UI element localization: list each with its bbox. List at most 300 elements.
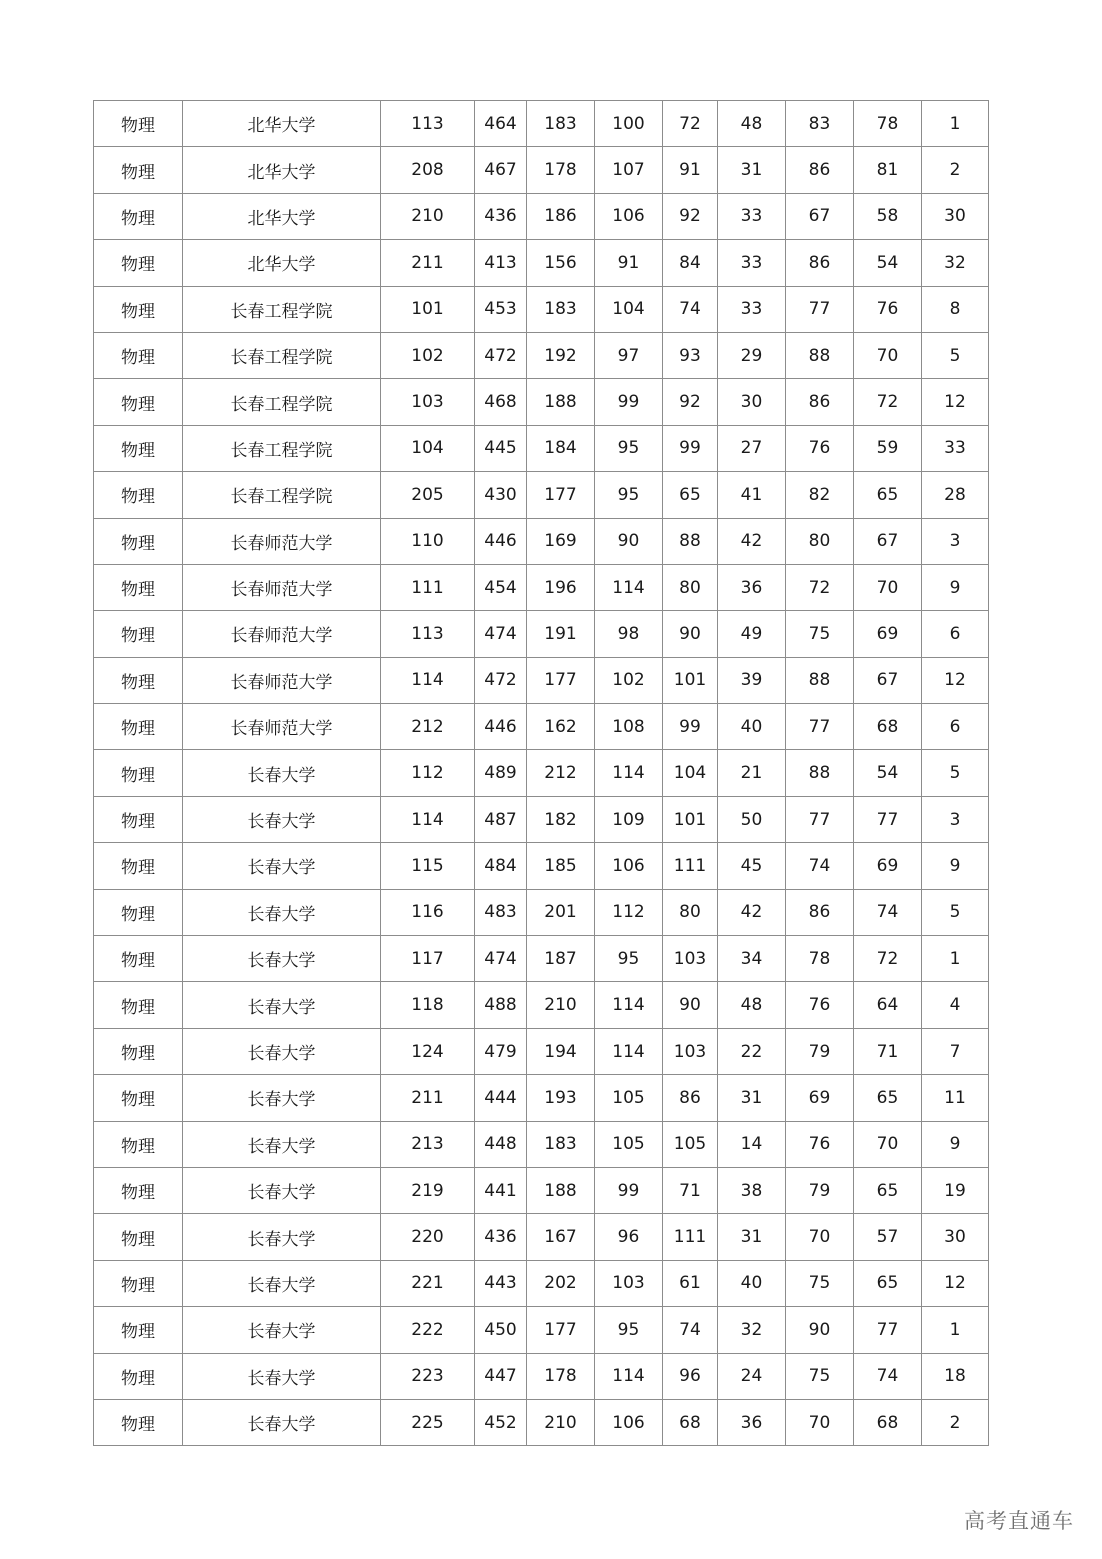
col-5-cell: 210 xyxy=(527,1399,595,1445)
col-5-cell: 192 xyxy=(527,332,595,378)
university-cell: 北华大学 xyxy=(183,147,381,193)
col-11-cell: 7 xyxy=(922,1028,989,1074)
col-11-cell: 2 xyxy=(922,147,989,193)
col-5-cell: 183 xyxy=(527,101,595,147)
col-7-cell: 84 xyxy=(663,240,718,286)
subject-cell: 物理 xyxy=(94,657,183,703)
table-row xyxy=(94,332,989,378)
university-cell: 长春大学 xyxy=(183,796,381,842)
col-7-cell: 86 xyxy=(663,1075,718,1121)
col-11-cell: 3 xyxy=(922,518,989,564)
col-8-cell: 29 xyxy=(718,332,786,378)
col-5-cell: 186 xyxy=(527,193,595,239)
subject-cell: 物理 xyxy=(94,982,183,1028)
col-9-cell: 86 xyxy=(786,147,854,193)
col-8-cell: 24 xyxy=(718,1353,786,1399)
col-7-cell: 111 xyxy=(663,1214,718,1260)
university-cell: 长春大学 xyxy=(183,750,381,796)
university-cell: 长春工程学院 xyxy=(183,379,381,425)
col-5-cell: 177 xyxy=(527,472,595,518)
subject-cell: 物理 xyxy=(94,147,183,193)
col-10-cell: 77 xyxy=(854,1307,922,1353)
subject-cell: 物理 xyxy=(94,1075,183,1121)
col-4-cell: 445 xyxy=(475,425,527,471)
col-5-cell: 185 xyxy=(527,843,595,889)
col-10-cell: 65 xyxy=(854,1260,922,1306)
col-9-cell: 76 xyxy=(786,982,854,1028)
col-6-cell: 109 xyxy=(595,796,663,842)
admission-score-table xyxy=(93,100,989,1446)
subject-cell: 物理 xyxy=(94,704,183,750)
col-6-cell: 97 xyxy=(595,332,663,378)
subject-cell: 物理 xyxy=(94,1353,183,1399)
university-cell: 长春工程学院 xyxy=(183,472,381,518)
col-6-cell: 114 xyxy=(595,1028,663,1074)
col-11-cell: 1 xyxy=(922,101,989,147)
col-9-cell: 80 xyxy=(786,518,854,564)
university-cell: 长春大学 xyxy=(183,889,381,935)
col-8-cell: 49 xyxy=(718,611,786,657)
col-5-cell: 201 xyxy=(527,889,595,935)
university-cell: 长春师范大学 xyxy=(183,611,381,657)
col-6-cell: 96 xyxy=(595,1214,663,1260)
col-4-cell: 446 xyxy=(475,704,527,750)
subject-cell: 物理 xyxy=(94,332,183,378)
major-code-cell: 225 xyxy=(381,1399,475,1445)
university-cell: 长春工程学院 xyxy=(183,425,381,471)
col-11-cell: 5 xyxy=(922,750,989,796)
subject-cell: 物理 xyxy=(94,1214,183,1260)
col-5-cell: 156 xyxy=(527,240,595,286)
col-9-cell: 75 xyxy=(786,611,854,657)
col-5-cell: 183 xyxy=(527,286,595,332)
col-7-cell: 103 xyxy=(663,936,718,982)
table-row xyxy=(94,1307,989,1353)
col-4-cell: 446 xyxy=(475,518,527,564)
col-7-cell: 80 xyxy=(663,564,718,610)
col-5-cell: 167 xyxy=(527,1214,595,1260)
col-4-cell: 430 xyxy=(475,472,527,518)
major-code-cell: 117 xyxy=(381,936,475,982)
col-7-cell: 104 xyxy=(663,750,718,796)
col-8-cell: 42 xyxy=(718,889,786,935)
col-6-cell: 95 xyxy=(595,1307,663,1353)
col-6-cell: 102 xyxy=(595,657,663,703)
col-10-cell: 65 xyxy=(854,1075,922,1121)
col-5-cell: 182 xyxy=(527,796,595,842)
col-11-cell: 2 xyxy=(922,1399,989,1445)
col-8-cell: 30 xyxy=(718,379,786,425)
university-cell: 长春大学 xyxy=(183,1121,381,1167)
col-4-cell: 452 xyxy=(475,1399,527,1445)
col-6-cell: 105 xyxy=(595,1121,663,1167)
col-9-cell: 77 xyxy=(786,286,854,332)
subject-cell: 物理 xyxy=(94,472,183,518)
col-5-cell: 188 xyxy=(527,379,595,425)
col-10-cell: 69 xyxy=(854,611,922,657)
table-row xyxy=(94,796,989,842)
col-6-cell: 103 xyxy=(595,1260,663,1306)
university-cell: 长春大学 xyxy=(183,1307,381,1353)
col-6-cell: 98 xyxy=(595,611,663,657)
col-9-cell: 79 xyxy=(786,1028,854,1074)
col-6-cell: 99 xyxy=(595,1167,663,1213)
col-9-cell: 70 xyxy=(786,1399,854,1445)
col-7-cell: 61 xyxy=(663,1260,718,1306)
col-8-cell: 31 xyxy=(718,1075,786,1121)
col-9-cell: 67 xyxy=(786,193,854,239)
col-4-cell: 448 xyxy=(475,1121,527,1167)
col-10-cell: 70 xyxy=(854,1121,922,1167)
major-code-cell: 219 xyxy=(381,1167,475,1213)
subject-cell: 物理 xyxy=(94,1307,183,1353)
col-8-cell: 34 xyxy=(718,936,786,982)
university-cell: 长春大学 xyxy=(183,936,381,982)
university-cell: 长春大学 xyxy=(183,1214,381,1260)
col-9-cell: 86 xyxy=(786,379,854,425)
col-10-cell: 58 xyxy=(854,193,922,239)
col-10-cell: 70 xyxy=(854,332,922,378)
subject-cell: 物理 xyxy=(94,611,183,657)
col-4-cell: 444 xyxy=(475,1075,527,1121)
col-8-cell: 48 xyxy=(718,982,786,1028)
col-6-cell: 107 xyxy=(595,147,663,193)
university-cell: 长春师范大学 xyxy=(183,564,381,610)
col-8-cell: 40 xyxy=(718,704,786,750)
major-code-cell: 112 xyxy=(381,750,475,796)
col-7-cell: 88 xyxy=(663,518,718,564)
col-6-cell: 95 xyxy=(595,425,663,471)
major-code-cell: 118 xyxy=(381,982,475,1028)
col-7-cell: 92 xyxy=(663,379,718,425)
table-row xyxy=(94,750,989,796)
major-code-cell: 101 xyxy=(381,286,475,332)
col-11-cell: 3 xyxy=(922,796,989,842)
col-7-cell: 103 xyxy=(663,1028,718,1074)
col-5-cell: 187 xyxy=(527,936,595,982)
col-10-cell: 74 xyxy=(854,1353,922,1399)
col-8-cell: 41 xyxy=(718,472,786,518)
col-11-cell: 30 xyxy=(922,193,989,239)
col-10-cell: 64 xyxy=(854,982,922,1028)
major-code-cell: 213 xyxy=(381,1121,475,1167)
col-8-cell: 36 xyxy=(718,564,786,610)
col-11-cell: 9 xyxy=(922,564,989,610)
university-cell: 长春大学 xyxy=(183,982,381,1028)
subject-cell: 物理 xyxy=(94,1167,183,1213)
table-row xyxy=(94,472,989,518)
university-cell: 长春师范大学 xyxy=(183,704,381,750)
col-4-cell: 450 xyxy=(475,1307,527,1353)
col-4-cell: 436 xyxy=(475,1214,527,1260)
col-6-cell: 95 xyxy=(595,936,663,982)
subject-cell: 物理 xyxy=(94,286,183,332)
university-cell: 长春工程学院 xyxy=(183,332,381,378)
table-row xyxy=(94,193,989,239)
col-7-cell: 72 xyxy=(663,101,718,147)
col-4-cell: 453 xyxy=(475,286,527,332)
col-9-cell: 90 xyxy=(786,1307,854,1353)
col-9-cell: 75 xyxy=(786,1353,854,1399)
col-11-cell: 33 xyxy=(922,425,989,471)
col-6-cell: 100 xyxy=(595,101,663,147)
university-cell: 长春大学 xyxy=(183,1075,381,1121)
subject-cell: 物理 xyxy=(94,796,183,842)
col-9-cell: 82 xyxy=(786,472,854,518)
col-11-cell: 12 xyxy=(922,379,989,425)
table-row xyxy=(94,101,989,147)
table-row xyxy=(94,657,989,703)
col-6-cell: 106 xyxy=(595,1399,663,1445)
major-code-cell: 211 xyxy=(381,1075,475,1121)
major-code-cell: 222 xyxy=(381,1307,475,1353)
col-7-cell: 111 xyxy=(663,843,718,889)
col-4-cell: 488 xyxy=(475,982,527,1028)
col-7-cell: 90 xyxy=(663,611,718,657)
university-cell: 北华大学 xyxy=(183,193,381,239)
col-6-cell: 106 xyxy=(595,843,663,889)
col-10-cell: 70 xyxy=(854,564,922,610)
col-7-cell: 90 xyxy=(663,982,718,1028)
col-10-cell: 72 xyxy=(854,379,922,425)
col-5-cell: 194 xyxy=(527,1028,595,1074)
col-6-cell: 95 xyxy=(595,472,663,518)
col-10-cell: 65 xyxy=(854,472,922,518)
university-cell: 长春师范大学 xyxy=(183,518,381,564)
university-cell: 长春大学 xyxy=(183,843,381,889)
col-4-cell: 467 xyxy=(475,147,527,193)
table-row xyxy=(94,611,989,657)
major-code-cell: 113 xyxy=(381,611,475,657)
col-4-cell: 483 xyxy=(475,889,527,935)
col-6-cell: 104 xyxy=(595,286,663,332)
university-cell: 长春师范大学 xyxy=(183,657,381,703)
table-row xyxy=(94,936,989,982)
col-11-cell: 6 xyxy=(922,704,989,750)
table-row xyxy=(94,704,989,750)
col-9-cell: 79 xyxy=(786,1167,854,1213)
col-9-cell: 83 xyxy=(786,101,854,147)
col-6-cell: 108 xyxy=(595,704,663,750)
col-4-cell: 443 xyxy=(475,1260,527,1306)
col-11-cell: 11 xyxy=(922,1075,989,1121)
university-cell: 长春工程学院 xyxy=(183,286,381,332)
subject-cell: 物理 xyxy=(94,425,183,471)
col-5-cell: 193 xyxy=(527,1075,595,1121)
col-4-cell: 468 xyxy=(475,379,527,425)
col-4-cell: 413 xyxy=(475,240,527,286)
col-11-cell: 4 xyxy=(922,982,989,1028)
table-row xyxy=(94,1399,989,1445)
col-8-cell: 36 xyxy=(718,1399,786,1445)
col-9-cell: 70 xyxy=(786,1214,854,1260)
col-10-cell: 67 xyxy=(854,518,922,564)
col-5-cell: 188 xyxy=(527,1167,595,1213)
col-7-cell: 80 xyxy=(663,889,718,935)
major-code-cell: 208 xyxy=(381,147,475,193)
col-4-cell: 472 xyxy=(475,332,527,378)
table-row xyxy=(94,889,989,935)
col-9-cell: 86 xyxy=(786,240,854,286)
subject-cell: 物理 xyxy=(94,1121,183,1167)
subject-cell: 物理 xyxy=(94,1399,183,1445)
table-row xyxy=(94,147,989,193)
col-4-cell: 487 xyxy=(475,796,527,842)
university-cell: 长春大学 xyxy=(183,1028,381,1074)
major-code-cell: 113 xyxy=(381,101,475,147)
col-9-cell: 76 xyxy=(786,1121,854,1167)
col-5-cell: 162 xyxy=(527,704,595,750)
subject-cell: 物理 xyxy=(94,889,183,935)
table-row xyxy=(94,1028,989,1074)
major-code-cell: 221 xyxy=(381,1260,475,1306)
table-body xyxy=(94,101,989,1446)
col-4-cell: 454 xyxy=(475,564,527,610)
table-row xyxy=(94,379,989,425)
col-10-cell: 74 xyxy=(854,889,922,935)
col-8-cell: 42 xyxy=(718,518,786,564)
col-4-cell: 474 xyxy=(475,611,527,657)
col-10-cell: 54 xyxy=(854,750,922,796)
major-code-cell: 210 xyxy=(381,193,475,239)
col-9-cell: 88 xyxy=(786,750,854,796)
col-7-cell: 99 xyxy=(663,425,718,471)
university-cell: 长春大学 xyxy=(183,1260,381,1306)
col-7-cell: 65 xyxy=(663,472,718,518)
col-6-cell: 99 xyxy=(595,379,663,425)
col-9-cell: 72 xyxy=(786,564,854,610)
col-9-cell: 69 xyxy=(786,1075,854,1121)
col-11-cell: 1 xyxy=(922,1307,989,1353)
university-cell: 长春大学 xyxy=(183,1399,381,1445)
major-code-cell: 103 xyxy=(381,379,475,425)
col-11-cell: 9 xyxy=(922,1121,989,1167)
subject-cell: 物理 xyxy=(94,1260,183,1306)
col-9-cell: 88 xyxy=(786,657,854,703)
col-8-cell: 33 xyxy=(718,286,786,332)
col-4-cell: 474 xyxy=(475,936,527,982)
major-code-cell: 104 xyxy=(381,425,475,471)
col-4-cell: 441 xyxy=(475,1167,527,1213)
col-11-cell: 5 xyxy=(922,332,989,378)
col-5-cell: 183 xyxy=(527,1121,595,1167)
subject-cell: 物理 xyxy=(94,240,183,286)
col-4-cell: 489 xyxy=(475,750,527,796)
col-4-cell: 447 xyxy=(475,1353,527,1399)
table-row xyxy=(94,843,989,889)
university-cell: 长春大学 xyxy=(183,1167,381,1213)
col-6-cell: 114 xyxy=(595,982,663,1028)
table-row xyxy=(94,982,989,1028)
col-7-cell: 93 xyxy=(663,332,718,378)
col-5-cell: 191 xyxy=(527,611,595,657)
subject-cell: 物理 xyxy=(94,936,183,982)
col-7-cell: 105 xyxy=(663,1121,718,1167)
col-8-cell: 38 xyxy=(718,1167,786,1213)
col-4-cell: 464 xyxy=(475,101,527,147)
table-row xyxy=(94,286,989,332)
col-11-cell: 18 xyxy=(922,1353,989,1399)
subject-cell: 物理 xyxy=(94,193,183,239)
col-4-cell: 436 xyxy=(475,193,527,239)
col-9-cell: 77 xyxy=(786,796,854,842)
col-11-cell: 6 xyxy=(922,611,989,657)
col-10-cell: 54 xyxy=(854,240,922,286)
col-10-cell: 71 xyxy=(854,1028,922,1074)
col-10-cell: 57 xyxy=(854,1214,922,1260)
major-code-cell: 114 xyxy=(381,657,475,703)
subject-cell: 物理 xyxy=(94,750,183,796)
col-5-cell: 210 xyxy=(527,982,595,1028)
col-7-cell: 71 xyxy=(663,1167,718,1213)
col-6-cell: 91 xyxy=(595,240,663,286)
col-4-cell: 472 xyxy=(475,657,527,703)
col-7-cell: 99 xyxy=(663,704,718,750)
col-11-cell: 30 xyxy=(922,1214,989,1260)
col-9-cell: 77 xyxy=(786,704,854,750)
col-10-cell: 65 xyxy=(854,1167,922,1213)
col-6-cell: 90 xyxy=(595,518,663,564)
table-row xyxy=(94,1260,989,1306)
col-6-cell: 112 xyxy=(595,889,663,935)
major-code-cell: 205 xyxy=(381,472,475,518)
col-5-cell: 184 xyxy=(527,425,595,471)
col-8-cell: 50 xyxy=(718,796,786,842)
col-11-cell: 19 xyxy=(922,1167,989,1213)
col-11-cell: 5 xyxy=(922,889,989,935)
col-7-cell: 74 xyxy=(663,1307,718,1353)
col-6-cell: 105 xyxy=(595,1075,663,1121)
col-10-cell: 67 xyxy=(854,657,922,703)
col-11-cell: 12 xyxy=(922,657,989,703)
col-8-cell: 14 xyxy=(718,1121,786,1167)
col-10-cell: 69 xyxy=(854,843,922,889)
col-10-cell: 76 xyxy=(854,286,922,332)
subject-cell: 物理 xyxy=(94,1028,183,1074)
table-row xyxy=(94,240,989,286)
col-9-cell: 74 xyxy=(786,843,854,889)
table-row xyxy=(94,1167,989,1213)
university-cell: 北华大学 xyxy=(183,240,381,286)
col-8-cell: 39 xyxy=(718,657,786,703)
col-6-cell: 114 xyxy=(595,564,663,610)
col-8-cell: 33 xyxy=(718,193,786,239)
col-5-cell: 178 xyxy=(527,1353,595,1399)
col-9-cell: 76 xyxy=(786,425,854,471)
table-row xyxy=(94,1075,989,1121)
col-7-cell: 101 xyxy=(663,657,718,703)
col-11-cell: 8 xyxy=(922,286,989,332)
major-code-cell: 110 xyxy=(381,518,475,564)
col-6-cell: 106 xyxy=(595,193,663,239)
subject-cell: 物理 xyxy=(94,518,183,564)
col-10-cell: 68 xyxy=(854,1399,922,1445)
table-row xyxy=(94,1121,989,1167)
col-4-cell: 484 xyxy=(475,843,527,889)
col-5-cell: 202 xyxy=(527,1260,595,1306)
col-11-cell: 28 xyxy=(922,472,989,518)
col-11-cell: 32 xyxy=(922,240,989,286)
col-5-cell: 177 xyxy=(527,657,595,703)
col-10-cell: 72 xyxy=(854,936,922,982)
col-10-cell: 59 xyxy=(854,425,922,471)
col-9-cell: 86 xyxy=(786,889,854,935)
col-10-cell: 77 xyxy=(854,796,922,842)
subject-cell: 物理 xyxy=(94,843,183,889)
major-code-cell: 111 xyxy=(381,564,475,610)
university-cell: 长春大学 xyxy=(183,1353,381,1399)
table-row xyxy=(94,518,989,564)
